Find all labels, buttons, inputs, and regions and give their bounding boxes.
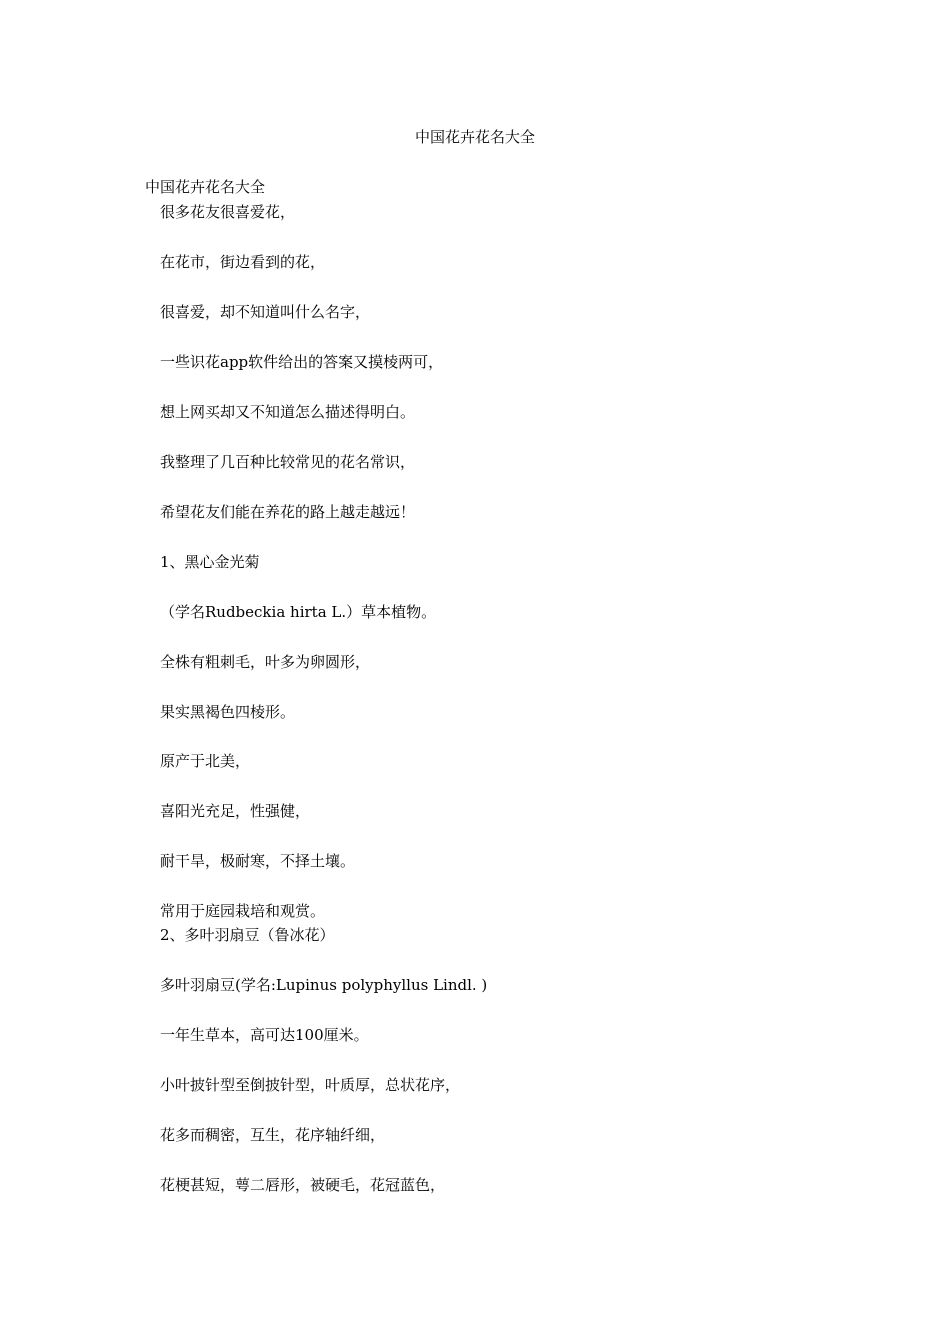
paragraph-line: 常用于庭园栽培和观赏。	[160, 902, 326, 920]
document-title: 中国花卉花名大全	[414, 128, 535, 146]
paragraph-line: 在花市，街边看到的花，	[160, 253, 326, 271]
paragraph-line: 很多花友很喜爱花，	[160, 203, 296, 221]
paragraph-line: 耐干旱，极耐寒，不择土壤。	[160, 852, 356, 870]
paragraph-line: 我整理了几百种比较常见的花名常识，	[160, 453, 416, 471]
paragraph-line: 很喜爱，却不知道叫什么名字，	[160, 303, 371, 321]
paragraph-line: （学名Rudbeckia hirta L.）草本植物。	[160, 603, 437, 621]
paragraph-line: 果实黑褐色四棱形。	[160, 703, 296, 721]
paragraph-line: 全株有粗刺毛，叶多为卵圆形，	[160, 653, 371, 671]
paragraph-line: 希望花友们能在养花的路上越走越远！	[160, 503, 416, 521]
paragraph-line: 多叶羽扇豆(学名:Lupinus polyphyllus Lindl. )	[160, 976, 488, 994]
paragraph-line: 一些识花app软件给出的答案又摸棱两可，	[160, 353, 444, 371]
document-heading: 中国花卉花名大全	[145, 178, 266, 196]
paragraph-line: 想上网买却又不知道怎么描述得明白。	[160, 403, 416, 421]
section-heading: 2、多叶羽扇豆（鲁冰花）	[160, 926, 335, 944]
paragraph-line: 小叶披针型至倒披针型，叶质厚，总状花序，	[160, 1076, 461, 1094]
paragraph-line: 花梗甚短，萼二唇形，被硬毛，花冠蓝色，	[160, 1176, 446, 1194]
section-heading: 1、黑心金光菊	[160, 553, 260, 571]
paragraph-line: 原产于北美，	[160, 752, 251, 770]
paragraph-line: 一年生草本，高可达100厘米。	[160, 1026, 369, 1044]
paragraph-line: 喜阳光充足，性强健，	[160, 802, 311, 820]
paragraph-line: 花多而稠密，互生，花序轴纤细，	[160, 1126, 386, 1144]
